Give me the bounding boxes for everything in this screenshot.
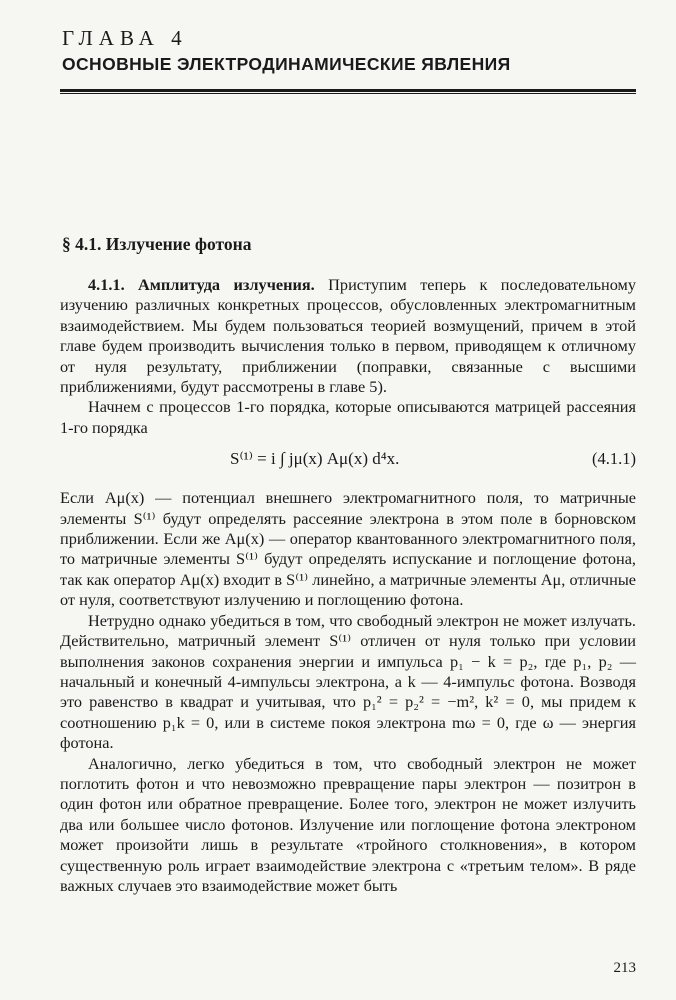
body-text bbox=[60, 275, 636, 896]
paragraph-5: Аналогично, легко убедиться в том, что свободный электрон не может поглотить фотон и что невозможно превращение пары электрон — позитрон в один фотон или обратное превращение. Более того, электрон не может излучить два или большее число фотонов. Излучение или поглощение фотона электроном может произойти лишь в результате «тройного столкновения», в котором существенную роль играет взаимодействие электрона с «третьим телом». В ряде важных случаев это взаимодействие может быть bbox=[60, 753, 636, 895]
subsection-title: 4.1.1. Амплитуда излучения. bbox=[88, 275, 315, 294]
equation-4-1-1 bbox=[60, 446, 636, 476]
header-rule-thick bbox=[60, 89, 636, 92]
header-rule-thin bbox=[60, 93, 636, 94]
equation-formula: S⁽¹⁾ = i ∫ jμ(x) Aμ(x) d⁴x. bbox=[230, 449, 400, 469]
page-number: 213 bbox=[613, 960, 636, 976]
paragraph-4: Нетрудно однако убедиться в том, что свободный электрон не может излучать. Действительно, матричный элемент S⁽¹⁾ отличен от нуля только при условии выполнения законов сохранения энергии и импульса p₁ − k = p₂, где p₁, p₂ — начальный и конечный 4-импульсы электрона, а k — 4-импульс фотона. Возводя это равенство в квадрат и учитывая, что p₁² = p₂² = −m², k² = 0, мы придем к соотношению p₁k = 0, или в системе покоя электрона mω = 0, где ω — энергия фотона. bbox=[60, 610, 636, 753]
paragraph-2: Начнем с процессов 1-го порядка, которые описываются матрицей рассеяния 1-го порядка bbox=[60, 397, 636, 437]
section-title: § 4.1. Излучение фотона bbox=[62, 234, 252, 254]
chapter-title: ОСНОВНЫЕ ЭЛЕКТРОДИНАМИЧЕСКИЕ ЯВЛЕНИЯ bbox=[62, 54, 511, 74]
chapter-label: ГЛАВА 4 bbox=[62, 26, 188, 50]
paragraph-3: Если Aμ(x) — потенциал внешнего электромагнитного поля, то матричные элементы S⁽¹⁾ будут определять рассеяние электрона в этом поле в борновском приближении. Если же Aμ(x) — оператор квантованного электромагнитного поля, то матричные элементы S⁽¹⁾ будут определять испускание и поглощение фотона, так как оператор Aμ(x) входит в S⁽¹⁾ линейно, а матричные элементы Aμ, отличные от нуля, соответствуют излучению и поглощению фотона. bbox=[60, 488, 636, 610]
subsection-text: Приступим теперь к последовательному изучению различных конкретных процессов, обусловленных электромагнитным взаимодействием. Мы будем пользоваться теорией возмущений, причем в этой главе будем производить вычисления только в первом, приводящем к отличному от нуля результату, приближении (поправки, связанные с высшими приближениями, будут рассмотрены в главе 5). bbox=[60, 275, 636, 397]
equation-number: (4.1.1) bbox=[592, 449, 636, 469]
paragraph-subsection bbox=[60, 275, 636, 397]
